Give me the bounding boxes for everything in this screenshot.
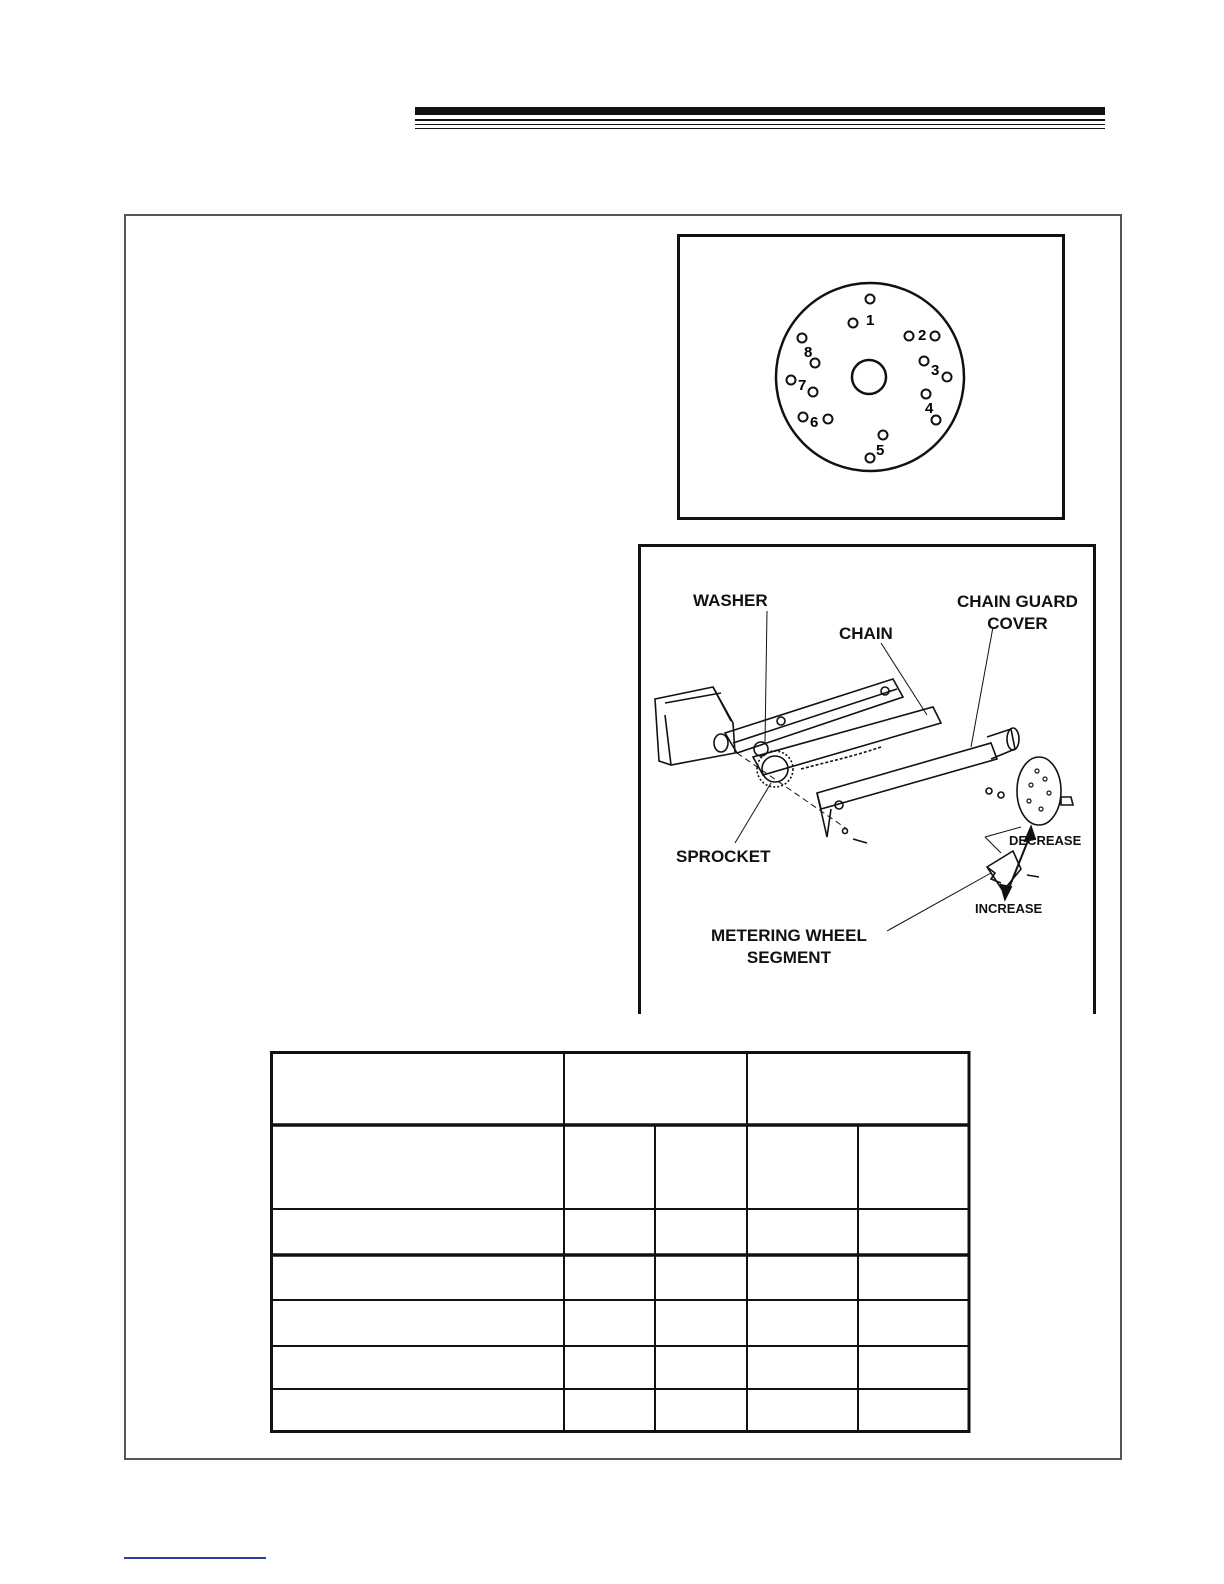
- label-increase: INCREASE: [975, 901, 1043, 916]
- hole-number-2: 2: [918, 327, 927, 344]
- label-sprocket: SPROCKET: [676, 847, 771, 866]
- outer-hole: [866, 454, 875, 463]
- hole-number-7: 7: [798, 377, 807, 394]
- label-decrease: DECREASE: [1009, 833, 1082, 848]
- header-rule-thick: [415, 107, 1105, 115]
- metering-wheel-disc: [1017, 757, 1061, 825]
- header-rule-thin-2: [415, 124, 1105, 125]
- outer-hole: [866, 295, 875, 304]
- increase-arrowhead: [1001, 885, 1011, 899]
- label-chain-guard-cover: CHAIN GUARD COVER: [957, 592, 1078, 633]
- outer-hole: [787, 376, 796, 385]
- metering-wheel-hole-figure: [677, 234, 1065, 520]
- inner-hole: [879, 431, 888, 440]
- inner-hole: [920, 357, 929, 366]
- inner-hole: [922, 390, 931, 399]
- footer-rule: [124, 1557, 266, 1559]
- outer-hole: [943, 373, 952, 382]
- hole-number-3: 3: [931, 362, 940, 379]
- inner-hole: [809, 388, 818, 397]
- label-washer: WASHER: [693, 591, 768, 610]
- rate-table: [270, 1051, 972, 1433]
- inner-hole: [849, 319, 858, 328]
- outer-hole: [798, 334, 807, 343]
- hole-number-1: 1: [866, 312, 875, 329]
- label-chain: CHAIN: [839, 624, 893, 643]
- wheel-hub-hole: [852, 360, 886, 394]
- label-metering-wheel-segment: METERING WHEEL SEGMENT: [711, 926, 867, 967]
- chain-guard-cover: [817, 743, 997, 809]
- hole-number-5: 5: [876, 442, 885, 459]
- rate-table-grid: [270, 1051, 972, 1433]
- inner-hole: [905, 332, 914, 341]
- exploded-drive-figure: [638, 544, 1096, 1014]
- hole-number-4: 4: [925, 400, 934, 417]
- outer-hole: [799, 413, 808, 422]
- inner-hole: [824, 415, 833, 424]
- metering-wheel-diagram: [680, 237, 1062, 517]
- hole-number-8: 8: [804, 344, 813, 361]
- header-rule-thin-1: [415, 119, 1105, 121]
- hole-number-6: 6: [810, 414, 819, 431]
- header-rule-thin-3: [415, 128, 1105, 129]
- outer-hole: [931, 332, 940, 341]
